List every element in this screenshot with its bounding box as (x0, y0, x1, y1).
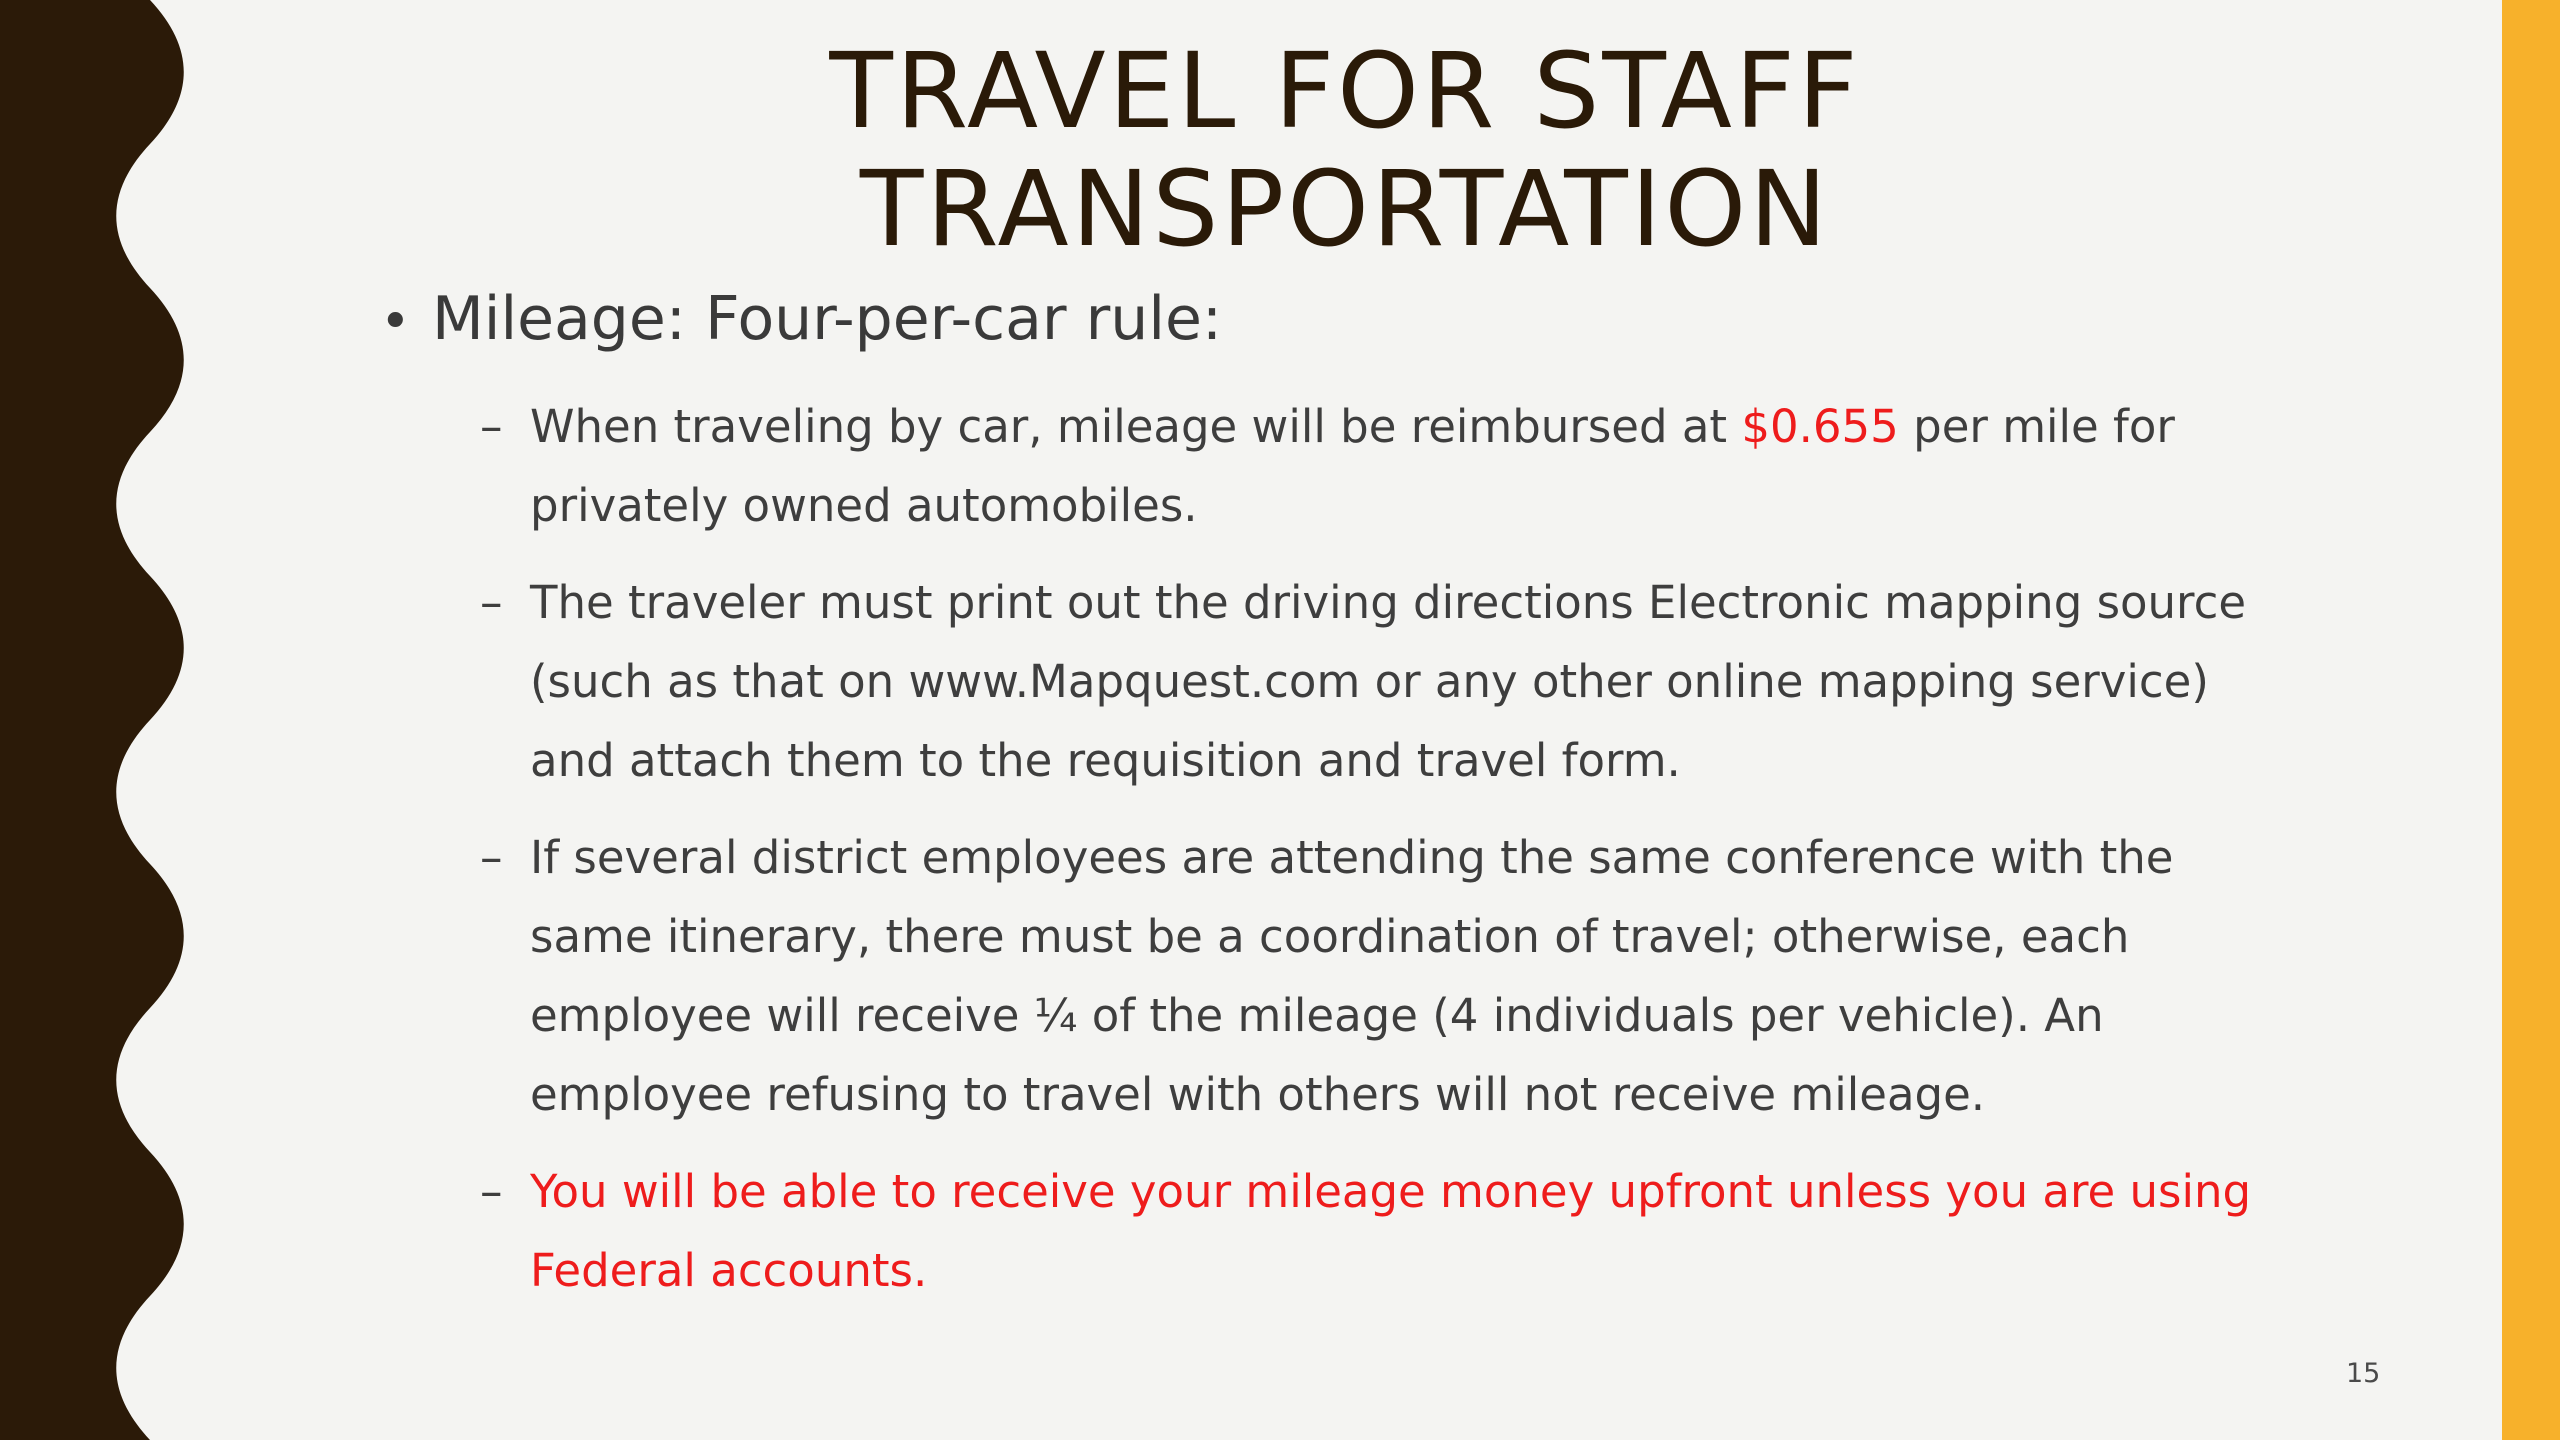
dash-icon: – (480, 400, 503, 453)
sub-bullet-text: The traveler must print out the driving directions Electronic mapping source (such as that on www.Mapquest.com or any other online mapping service) and attach them to the requisition and travel form. (530, 576, 2246, 787)
sub-bullet-text: If several district employees are attending the same conference with the same itinerary, there must be a coordination of travel; otherwise, each employee will receive ¼ of the mileage (4 individuals per vehicle). An employee refusing to travel with others will not receive mileage. (530, 831, 2174, 1121)
slide-content (380, 278, 2260, 1328)
slide-title (300, 32, 2390, 268)
main-bullet-text: Mileage: Four-per-car rule: (432, 284, 1223, 354)
dash-icon: – (480, 576, 503, 629)
sub-bullet-text (530, 387, 2260, 545)
bullet-dot-icon: • (380, 292, 411, 352)
rate-text-after: per mile for privately owned automobiles. (530, 400, 2175, 532)
sub-bullet-driving-directions (480, 563, 2260, 800)
mileage-rate-highlight: $0.655 (1741, 400, 1899, 453)
dash-icon: – (480, 831, 503, 884)
sub-bullet-text: You will be able to receive your mileage money upfront unless you are using Federal accounts. (530, 1165, 2252, 1297)
sub-bullet-mileage-rate (480, 387, 2260, 545)
slide-title-line-2: TRANSPORTATION (859, 148, 1831, 270)
dash-icon: – (480, 1165, 503, 1218)
page-number: 15 (2346, 1358, 2381, 1389)
main-bullet (380, 278, 2260, 363)
left-wavy-band (0, 0, 200, 1440)
sub-bullet-upfront-money (480, 1152, 2260, 1310)
rate-text-before: When traveling by car, mileage will be reimbursed at (530, 400, 1742, 453)
right-accent-bar (2502, 0, 2560, 1440)
sub-bullet-list (380, 387, 2260, 1310)
slide-title-line-1: TRAVEL FOR STAFF (829, 30, 1861, 152)
sub-bullet-coordination (480, 818, 2260, 1134)
